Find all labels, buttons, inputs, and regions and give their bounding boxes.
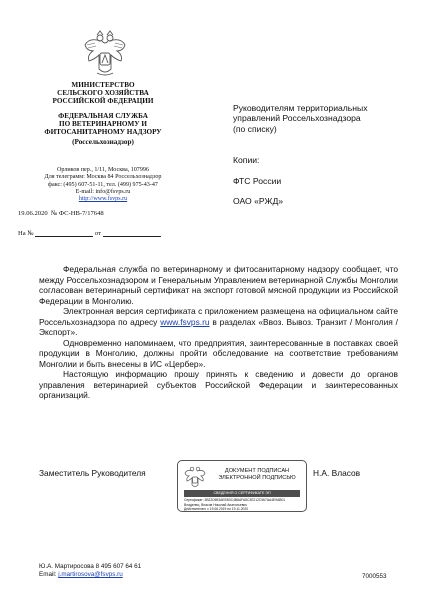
contact-person: Ю.А. Мартиросова 8 495 607 64 61 <box>39 563 142 570</box>
body-paragraph-2-start: Электронная версия сертификата с приложением размещена на официальном сайте Россельхознадзора по адресу <box>39 306 398 327</box>
addressee-block <box>233 103 413 134</box>
copy-recipient-1: ФТС России <box>233 176 282 186</box>
ministry-line-3: РОССИЙСКОЙ ФЕДЕРАЦИИ <box>52 97 154 106</box>
stamp-coat-of-arms-icon <box>184 465 206 489</box>
service-short-name: (Россельхознадзор) <box>72 138 134 147</box>
service-line-2: ПО ВЕТЕРИНАРНОМУ И <box>59 119 147 128</box>
document-id: 7000553 <box>362 573 387 580</box>
electronic-signature-stamp <box>177 460 307 512</box>
addressee-line-3: (по списку) <box>233 123 277 134</box>
body-paragraph-3: Одновременно напоминаем, что предприятия, заинтересованные в поставках своей продукции в Монголию, должны пройти обследование на соответствие требованиям Монголии и быть внесены в ИС «Цербер». <box>39 337 398 369</box>
stamp-certificate-header: СВЕДЕНИЯ О СЕРТИФИКАТЕ ЭП <box>184 490 300 497</box>
incoming-date-blank <box>103 229 161 237</box>
body-paragraph-2 <box>39 306 398 338</box>
service-line-1: ФЕДЕРАЛЬНАЯ СЛУЖБА <box>58 111 148 120</box>
incoming-number-blank <box>35 229 93 237</box>
email-link[interactable]: j.martirosova@fsvps.ru <box>58 571 123 578</box>
footer-contact <box>39 563 141 579</box>
incoming-reference <box>18 229 161 237</box>
body-paragraph-2-end: в разделах «Ввоз. Вывоз. Транзит / Монголия / Экспорт». <box>39 316 398 337</box>
incoming-number-label: На № <box>18 230 34 237</box>
addressee-line-1: Руководителям территориальных <box>233 103 368 113</box>
reference-number: № ФС-НВ-7/17648 <box>50 210 104 217</box>
reference-date: 19.06.2020 <box>18 210 48 217</box>
stamp-validity: Действителен: с 19.06.2019 по 19.11.2020 <box>184 507 249 511</box>
letterhead-address-block <box>18 167 188 203</box>
letterhead-ministry-block <box>18 81 188 146</box>
stamp-title-line-1: ДОКУМЕНТ ПОДПИСАН <box>224 468 290 474</box>
stamp-title <box>210 468 304 481</box>
address-line-4: E-mail: info@fsvps.ru <box>75 188 131 195</box>
outgoing-reference <box>18 210 104 217</box>
signatory-name: Н.А. Власов <box>313 468 361 478</box>
ministry-line-2: СЕЛЬСКОГО ХОЗЯЙСТВА <box>57 89 149 98</box>
body-paragraph-1: Федеральная служба по ветеринарному и фитосанитарному надзору сообщает, что между Россельхознадзором и Генеральным Управлением ветеринарной Службы Монголии согласован ветеринарный сертификат на экспорт готовой мясной продукции из Российской Федерации в Монголию. <box>39 264 398 306</box>
address-line-1: Орликов пер., 1/11, Москва, 107996 <box>57 167 149 173</box>
incoming-date-label: от <box>94 230 102 237</box>
address-line-2: Для телеграмм: Москва 84 Россельхознадзор <box>44 174 162 181</box>
service-line-3: ФИТОСАНИТАРНОМУ НАДЗОРУ <box>44 128 162 137</box>
stamp-title-line-2: ЭЛЕКТРОННОЙ ПОДПИСЬЮ <box>218 474 296 481</box>
addressee-line-2: управлений Россельхознадзора <box>233 113 361 124</box>
russian-coat-of-arms-icon <box>83 29 127 79</box>
address-line-3: факс: (495) 607-51-11, тел. (499) 975-43-47 <box>48 181 158 188</box>
copy-recipient-2: ОАО «РЖД» <box>233 196 284 206</box>
body-paragraph-4: Настоящую информацию прошу принять к сведению и довести до органов управления ветеринарией субъектов Российской Федерации и заинтересованных организаций. <box>39 369 398 400</box>
stamp-certificate: Сертификат: 3B22D693AEEB0C4B8AFA5C3E212C567AA4E9AB01 <box>184 498 286 502</box>
website-link[interactable]: http://www.fsvps.ru <box>78 196 128 203</box>
ministry-line-1: МИНИСТЕРСТВО <box>71 81 135 89</box>
stamp-details <box>184 498 304 512</box>
signatory-position: Заместитель Руководителя <box>39 468 146 478</box>
letter-body <box>39 264 398 401</box>
email-label: Email: <box>39 571 59 578</box>
stamp-owner: Владелец: Власов Николай Анатольевич <box>184 502 248 507</box>
copies-label: Копии: <box>233 155 260 165</box>
fsvps-site-link[interactable]: www.fsvps.ru <box>160 316 210 327</box>
